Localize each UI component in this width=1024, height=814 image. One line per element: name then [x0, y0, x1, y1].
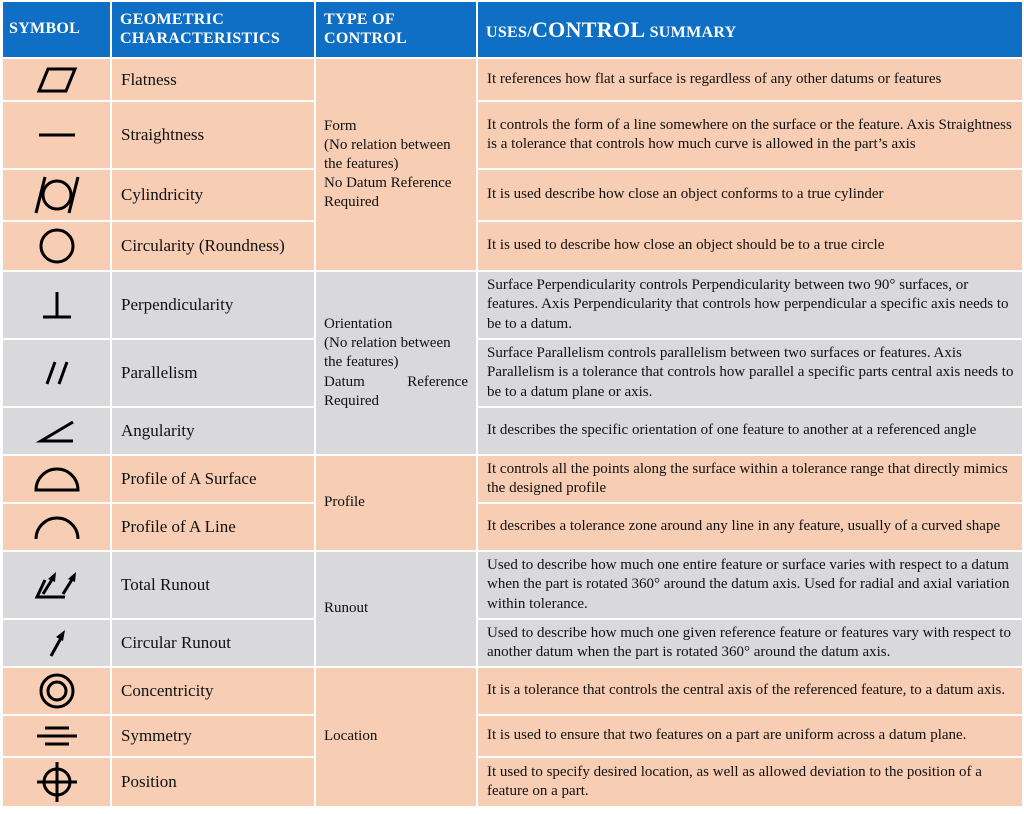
table-row — [2, 619, 1023, 667]
parallelism-icon — [2, 339, 111, 407]
header-geometric-characteristics: GEOMETRIC CHARACTERISTICS — [111, 1, 315, 58]
header-uses-control-summary: USES/CONTROL SUMMARY — [477, 1, 1023, 58]
table-row — [2, 757, 1023, 807]
concentricity-icon — [2, 667, 111, 715]
control-type-orientation: Orientation (No relation between the features) Datum Reference Required — [315, 271, 477, 455]
total-runout-icon — [2, 551, 111, 619]
characteristic-name: Circularity (Roundness) — [111, 221, 315, 271]
table-row — [2, 101, 1023, 169]
symmetry-icon — [2, 715, 111, 757]
summary-text: It is used to ensure that two features on a part are uniform across a datum plane. — [477, 715, 1023, 757]
header-row — [2, 1, 1023, 58]
summary-text: Used to describe how much one entire feature or surface varies with respect to a datum when the part is rotated 360° around the datum axis. Used for radial and axial variation within tolerance. — [477, 551, 1023, 619]
summary-text: Used to describe how much one given reference feature or features vary with respect to another datum when the part is rotated 360° around the datum axis. — [477, 619, 1023, 667]
position-icon — [2, 757, 111, 807]
characteristic-name: Profile of A Line — [111, 503, 315, 551]
summary-text: It used to specify desired location, as well as allowed deviation to the position of a feature on a part. — [477, 757, 1023, 807]
characteristic-name: Cylindricity — [111, 169, 315, 221]
summary-text: It references how flat a surface is regardless of any other datums or features — [477, 58, 1023, 101]
header-type-of-control: TYPE OF CONTROL — [315, 1, 477, 58]
circular-runout-icon — [2, 619, 111, 667]
summary-text: Surface Perpendicularity controls Perpendicularity between two 90° surfaces, or features. Axis Perpendicularity that controls how perpendicular a specific axis needs to be to a datum. — [477, 271, 1023, 339]
summary-text: It is used to describe how close an object should be to a true circle — [477, 221, 1023, 271]
summary-text: It describes a tolerance zone around any line in any feature, usually of a curved shape — [477, 503, 1023, 551]
summary-text: Surface Parallelism controls parallelism between two surfaces or features. Axis Parallelism is a tolerance that controls how parallel a specific parts central axis needs to be to a datum plane or axis. — [477, 339, 1023, 407]
summary-text: It controls all the points along the surface within a tolerance range that directly mimics the designed profile — [477, 455, 1023, 503]
table-row — [2, 455, 1023, 503]
flatness-icon — [2, 58, 111, 101]
table-row — [2, 407, 1023, 455]
table-row — [2, 551, 1023, 619]
profile-surface-icon — [2, 455, 111, 503]
characteristic-name: Profile of A Surface — [111, 455, 315, 503]
characteristic-name: Symmetry — [111, 715, 315, 757]
cylindricity-icon — [2, 169, 111, 221]
table-row — [2, 339, 1023, 407]
characteristic-name: Straightness — [111, 101, 315, 169]
summary-text: It is a tolerance that controls the central axis of the referenced feature, to a datum axis. — [477, 667, 1023, 715]
characteristic-name: Flatness — [111, 58, 315, 101]
table-row — [2, 58, 1023, 101]
characteristic-name: Parallelism — [111, 339, 315, 407]
perpendicularity-icon — [2, 271, 111, 339]
table-row — [2, 503, 1023, 551]
summary-text: It controls the form of a line somewhere on the surface or the feature. Axis Straightness is a tolerance that controls how much curve is allowed in the part’s axis — [477, 101, 1023, 169]
profile-line-icon — [2, 503, 111, 551]
control-type-profile: Profile — [315, 455, 477, 551]
characteristic-name: Position — [111, 757, 315, 807]
characteristic-name: Perpendicularity — [111, 271, 315, 339]
characteristic-name: Concentricity — [111, 667, 315, 715]
table-row — [2, 667, 1023, 715]
table-row — [2, 715, 1023, 757]
circularity-icon — [2, 221, 111, 271]
table-row — [2, 271, 1023, 339]
characteristic-name: Angularity — [111, 407, 315, 455]
control-type-form: Form (No relation between the features) No Datum Reference Required — [315, 58, 477, 271]
summary-text: It is used describe how close an object conforms to a true cylinder — [477, 169, 1023, 221]
characteristic-name: Total Runout — [111, 551, 315, 619]
header-symbol: SYMBOL — [2, 1, 111, 58]
gdt-symbols-table — [1, 0, 1024, 808]
table-row — [2, 169, 1023, 221]
angularity-icon — [2, 407, 111, 455]
control-type-runout: Runout — [315, 551, 477, 667]
control-type-location: Location — [315, 667, 477, 807]
characteristic-name: Circular Runout — [111, 619, 315, 667]
straightness-icon — [2, 101, 111, 169]
table-row — [2, 221, 1023, 271]
summary-text: It describes the specific orientation of one feature to another at a referenced angle — [477, 407, 1023, 455]
